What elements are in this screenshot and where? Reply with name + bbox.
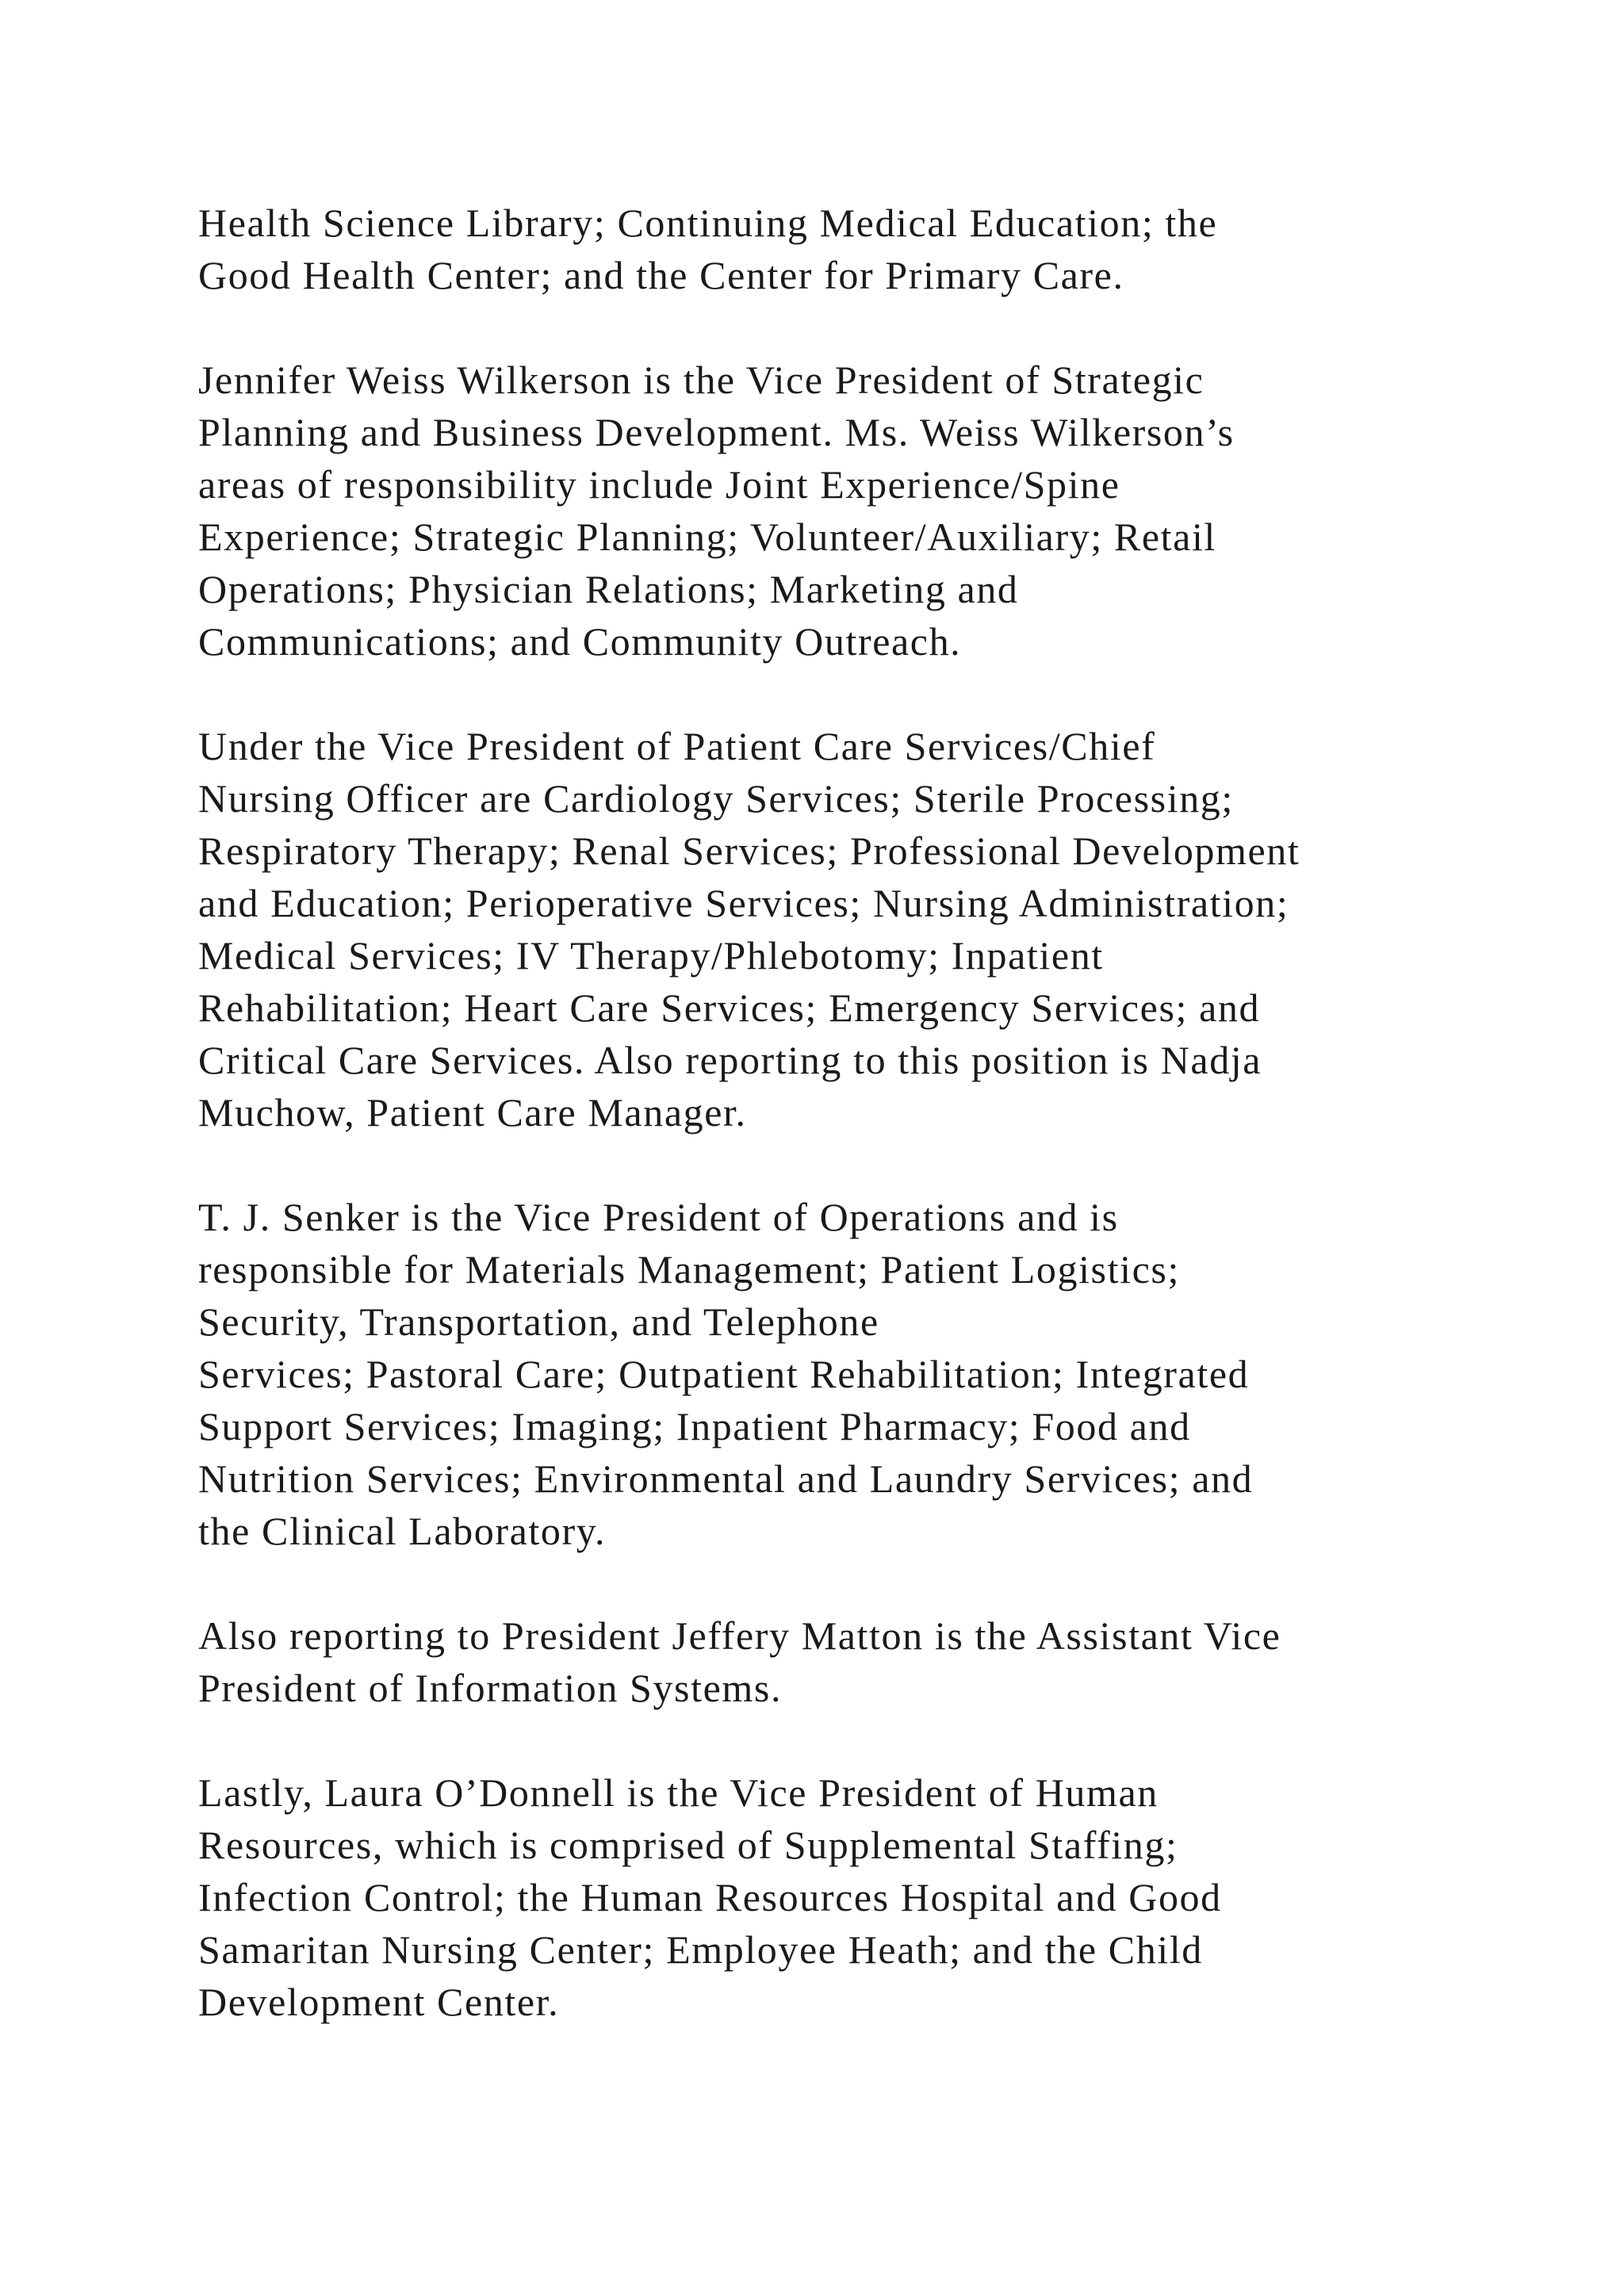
text-line: Security, Transportation, and Telephone <box>198 1299 879 1344</box>
text-line: Samaritan Nursing Center; Employee Heath; and the Child <box>198 1927 1203 1972</box>
text-line: areas of responsibility include Joint Experience/Spine <box>198 462 1120 507</box>
text-line: Critical Care Services. Also reporting to this position is Nadja <box>198 1038 1262 1082</box>
text-line: Under the Vice President of Patient Care Services/Chief <box>198 724 1156 768</box>
text-line: Services; Pastoral Care; Outpatient Rehabilitation; Integrated <box>198 1352 1250 1396</box>
text-line: Nursing Officer are Cardiology Services; Sterile Processing; <box>198 776 1234 821</box>
text-line: Infection Control; the Human Resources Hospital and Good <box>198 1875 1222 1919</box>
paragraph-patient-care <box>198 720 1546 1138</box>
paragraph-services-list <box>198 197 1546 301</box>
paragraph-human-resources <box>198 1766 1546 2028</box>
text-line: Communications; and Community Outreach. <box>198 619 962 664</box>
paragraph-strategic-planning <box>198 354 1546 668</box>
text-line: Operations; Physician Relations; Marketing and <box>198 567 1019 611</box>
text-line: and Education; Perioperative Services; Nursing Administration; <box>198 881 1289 925</box>
text-line: Jennifer Weiss Wilkerson is the Vice President of Strategic <box>198 358 1205 402</box>
text-line: Lastly, Laura O’Donnell is the Vice President of Human <box>198 1770 1159 1815</box>
text-line: Rehabilitation; Heart Care Services; Emergency Services; and <box>198 985 1261 1030</box>
text-line: Planning and Business Development. Ms. Weiss Wilkerson’s <box>198 410 1235 454</box>
text-line: President of Information Systems. <box>198 1666 783 1710</box>
text-line: Resources, which is comprised of Supplemental Staffing; <box>198 1823 1178 1867</box>
text-line: Muchow, Patient Care Manager. <box>198 1090 747 1135</box>
document-body <box>198 197 1546 2080</box>
text-line: Respiratory Therapy; Renal Services; Professional Development <box>198 828 1300 873</box>
text-line: Good Health Center; and the Center for Primary Care. <box>198 253 1124 297</box>
text-line: the Clinical Laboratory. <box>198 1509 607 1553</box>
paragraph-operations <box>198 1191 1546 1557</box>
text-line: Health Science Library; Continuing Medical Education; the <box>198 201 1218 245</box>
text-line: Development Center. <box>198 1980 560 2024</box>
paragraph-information-systems <box>198 1609 1546 1714</box>
text-line: T. J. Senker is the Vice President of Operations and is <box>198 1195 1119 1239</box>
text-line: Also reporting to President Jeffery Matton is the Assistant Vice <box>198 1613 1281 1658</box>
text-line: Nutrition Services; Environmental and Laundry Services; and <box>198 1456 1254 1501</box>
text-line: Medical Services; IV Therapy/Phlebotomy; Inpatient <box>198 933 1104 978</box>
text-line: responsible for Materials Management; Patient Logistics; <box>198 1247 1180 1292</box>
text-line: Experience; Strategic Planning; Volunteer/Auxiliary; Retail <box>198 515 1216 559</box>
text-line: Support Services; Imaging; Inpatient Pharmacy; Food and <box>198 1404 1191 1448</box>
